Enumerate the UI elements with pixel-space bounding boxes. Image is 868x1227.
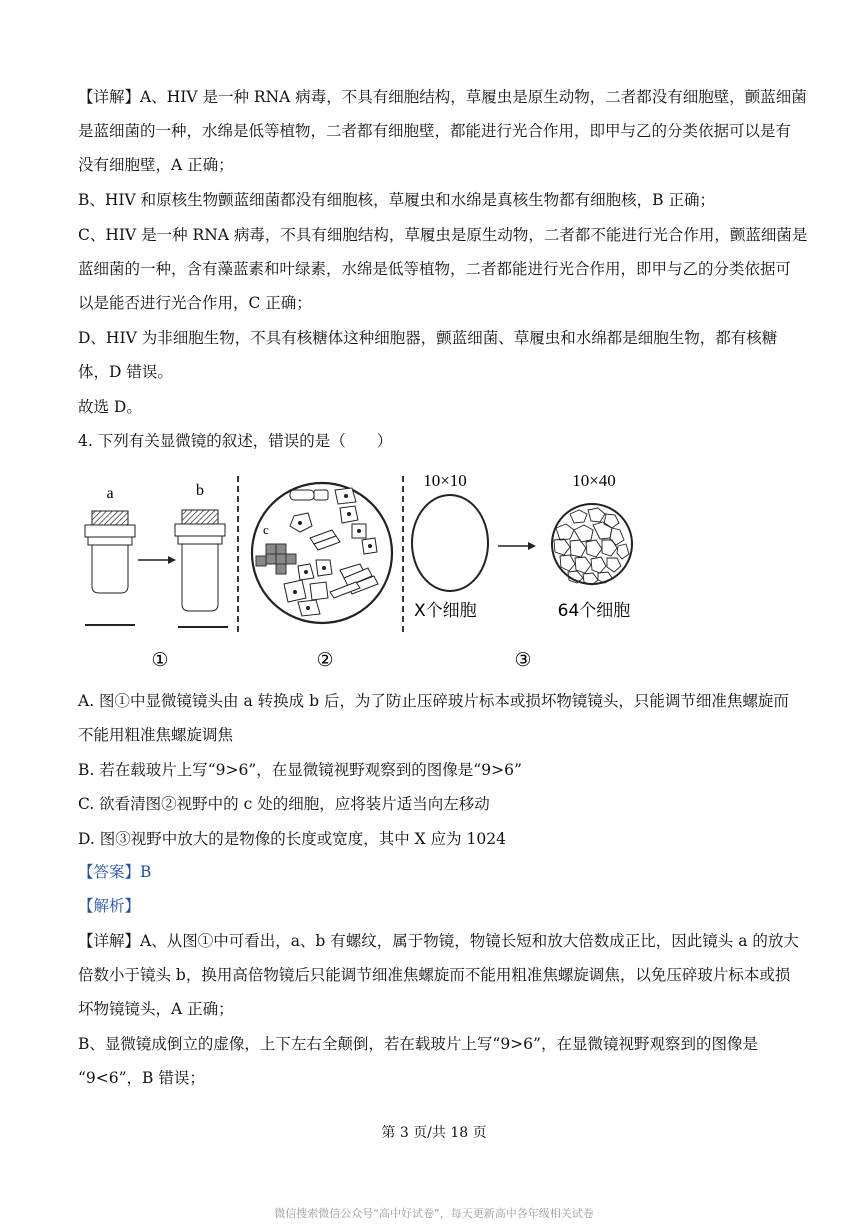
answer-text: 【答案】B [78,863,152,881]
explanation-line: B、显微镜成倒立的虚像，上下左右全颠倒，若在载玻片上写“9>6”，在显微镜视野观察到的图像是 [78,1035,758,1053]
microscope-figure [70,468,650,678]
option-a-cont: 不能用粗准焦螺旋调焦 [78,726,234,744]
watermark: 微信搜索微信公众号“高中好试卷”，每天更新高中各年级相关试卷 [274,1207,594,1220]
explanation-line: “9<6”，B 错误； [78,1069,205,1087]
paragraph-line: 是蓝细菌的一种，水绵是低等植物，二者都有细胞壁，都能进行光合作用，即甲与乙的分类依据可以是有 [78,122,792,140]
figure-number-1: ① [151,649,169,671]
magnification-low: 10×10 [423,471,467,490]
paragraph-line: 以是能否进行光合作用，C 正确； [78,294,312,312]
figure-number-3: ③ [514,649,532,671]
arrow-icon [498,542,536,550]
cell-count-high: 64个细胞 [557,601,631,621]
explanation-line: 倍数小于镜头 b，换用高倍物镜后只能调节细准焦螺旋而不能用粗准焦螺旋调焦，以免压碎玻片标本或损 [78,966,791,984]
field-of-view-circle [252,483,392,623]
magnification-high: 10×40 [572,471,616,490]
objective-lens-b [175,482,228,627]
paragraph-line: 蓝细菌的一种，含有藻蓝素和叶绿素，水绵是低等植物，二者都能进行光合作用，即甲与乙的分类依据可 [78,260,792,278]
label-c: c [263,522,269,537]
page-footer: 第 3 页/共 18 页 [381,1125,487,1141]
label-a: a [106,485,114,502]
low-power-field [412,495,488,591]
paragraph-line: D、HIV 为非细胞生物，不具有核糖体这种细胞器，颤蓝细菌、草履虫和水绵都是细胞生物，都有核糖 [78,329,778,347]
question-stem: 4. 下列有关显微镜的叙述，错误的是（ ） [78,432,393,450]
paragraph-line: 故选 D。 [78,398,142,416]
paragraph-line: 体，D 错误。 [78,363,173,381]
arrow-icon [138,556,176,564]
label-b: b [196,482,204,499]
option-a: A. 图①中显微镜镜头由 a 转换成 b 后，为了防止压碎玻片标本或损坏物镜镜头，只能调节细准焦螺旋而 [78,692,789,710]
cell-count-low: X个细胞 [414,601,477,621]
objective-lens-a [85,485,135,625]
high-power-field [552,504,632,585]
explanation-line: 【详解】A、从图①中可看出，a、b 有螺纹，属于物镜，物镜长短和放大倍数成正比，因此镜头 a 的放大 [78,932,799,950]
figure-number-2: ② [316,649,334,671]
paragraph-line: 没有细胞壁，A 正确； [78,156,234,174]
paragraph-line: 【详解】A、HIV 是一种 RNA 病毒，不具有细胞结构，草履虫是原生动物，二者都没有细胞壁，颤蓝细菌 [78,88,807,106]
option-b: B. 若在载玻片上写“9>6”，在显微镜视野观察到的图像是“9>6” [78,761,522,779]
analysis-label: 【解析】 [78,897,141,915]
paragraph-line: B、HIV 和原核生物颤蓝细菌都没有细胞核，草履虫和水绵是真核生物都有细胞核，B 正确； [78,191,715,209]
answer [78,862,151,882]
paragraph-line: C、HIV 是一种 RNA 病毒，不具有细胞结构，草履虫是原生动物，二者都不能进行光合作用，颤蓝细菌是 [78,226,808,244]
option-d: D. 图③视野中放大的是物像的长度或宽度，其中 X 应为 1024 [78,830,506,848]
explanation-line: 坏物镜镜头，A 正确； [78,1000,234,1018]
option-c: C. 欲看清图②视野中的 c 处的细胞，应将装片适当向左移动 [78,795,490,813]
